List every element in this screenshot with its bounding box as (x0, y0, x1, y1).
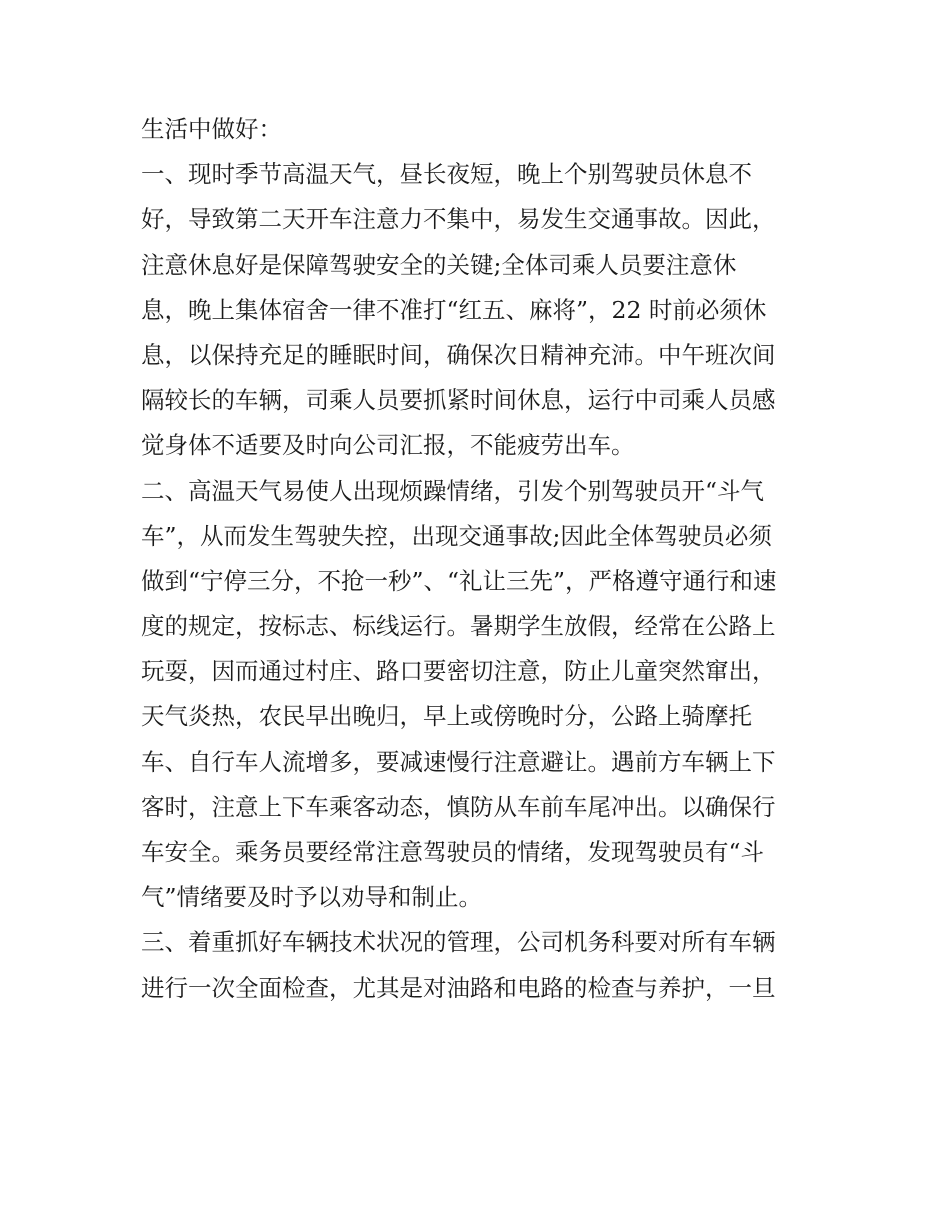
text-line: 气”情绪要及时予以劝导和制止。 (141, 883, 483, 912)
text-line: 觉身体不适要及时向公司汇报，不能疲劳出车。 (141, 431, 635, 460)
text-line-section-2-start: 二、高温天气易使人出现烦躁情绪，引发个别驾驶员开“斗气 (141, 476, 765, 505)
document-body (141, 107, 821, 1011)
text-line: 做到“宁停三分，不抢一秒”、“礼让三先”，严格遵守通行和速 (141, 566, 777, 595)
text-line: 隔较长的车辆，司乘人员要抓紧时间休息，运行中司乘人员感 (141, 386, 776, 415)
text-line: 息，晚上集体宿舍一律不准打“红五、麻将”，22 时前必须休 (141, 295, 767, 324)
text-line: 玩耍，因而通过村庄、路口要密切注意，防止儿童突然窜出， (141, 657, 776, 686)
text-line-section-1-start: 一、现时季节高温天气，昼长夜短，晚上个别驾驶员休息不 (141, 160, 752, 189)
text-line: 息，以保持充足的睡眠时间，确保次日精神充沛。中午班次间 (141, 340, 776, 369)
text-line: 车”，从而发生驾驶失控，出现交通事故;因此全体驾驶员必须 (141, 521, 772, 550)
text-line: 进行一次全面检查，尤其是对油路和电路的检查与养护，一旦 (141, 973, 776, 1002)
text-line-intro: 生活中做好： (141, 115, 282, 143)
text-line: 车、自行车人流增多，要减速慢行注意避让。遇前方车辆上下 (141, 747, 776, 776)
text-line: 客时，注意上下车乘客动态，慎防从车前车尾冲出。以确保行 (141, 792, 776, 821)
text-line: 车安全。乘务员要经常注意驾驶员的情绪，发现驾驶员有“斗 (141, 838, 765, 866)
text-line: 注意休息好是保障驾驶安全的关键;全体司乘人员要注意休 (141, 250, 737, 279)
text-line: 好，导致第二天开车注意力不集中，易发生交通事故。因此， (141, 205, 776, 234)
text-line-section-3-start: 三、着重抓好车辆技术状况的管理，公司机务科要对所有车辆 (141, 928, 776, 957)
text-line: 天气炎热，农民早出晚归，早上或傍晚时分，公路上骑摩托 (141, 702, 752, 731)
text-line: 度的规定，按标志、标线运行。暑期学生放假，经常在公路上 (141, 612, 776, 641)
